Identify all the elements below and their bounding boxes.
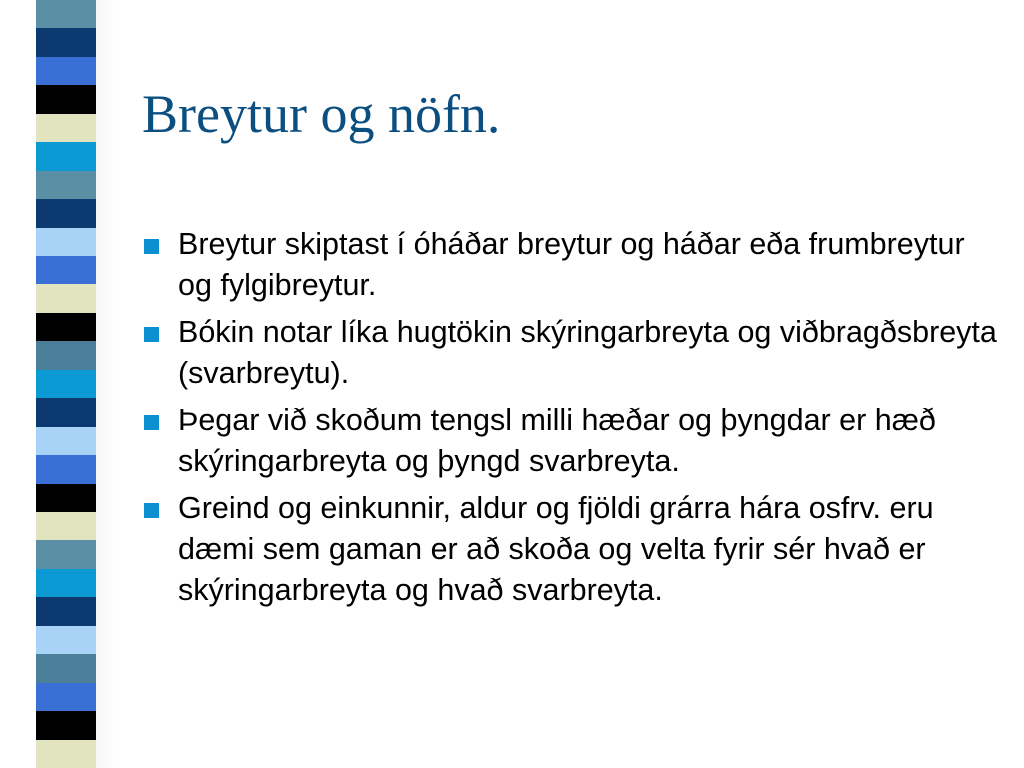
stripe-block	[36, 341, 96, 370]
square-bullet-icon	[144, 327, 159, 342]
stripe-block	[36, 484, 96, 513]
stripe-block	[36, 284, 96, 313]
stripe-block	[36, 654, 96, 683]
square-bullet-icon	[144, 503, 159, 518]
bullet-list	[142, 224, 1002, 617]
stripe-block	[36, 711, 96, 740]
stripe-block	[36, 199, 96, 228]
bullet-text: Breytur skiptast í óháðar breytur og háðar eða frumbreytur og fylgibreytur.	[178, 227, 965, 302]
stripe-block	[36, 228, 96, 257]
bullet-item	[142, 312, 1002, 394]
stripe-block	[36, 57, 96, 86]
square-bullet-icon	[144, 239, 159, 254]
square-bullet-icon	[144, 415, 159, 430]
stripe-block	[36, 540, 96, 569]
stripe-block	[36, 313, 96, 342]
stripe-block	[36, 512, 96, 541]
bullet-text: Þegar við skoðum tengsl milli hæðar og þyngdar er hæð skýringarbreyta og þyngd svarbreyta.	[178, 403, 936, 478]
stripe-block	[36, 114, 96, 143]
stripe-block	[36, 569, 96, 598]
stripe-block	[36, 256, 96, 285]
stripe-block	[36, 370, 96, 399]
bullet-item	[142, 400, 1002, 482]
stripe-block	[36, 455, 96, 484]
stripe-block	[36, 740, 96, 768]
bullet-item	[142, 488, 1002, 611]
stripe-block	[36, 626, 96, 655]
stripe-block	[36, 142, 96, 171]
bullet-text: Bókin notar líka hugtökin skýringarbreyta og viðbragðsbreyta (svarbreytu).	[178, 315, 997, 390]
stripe-block	[36, 597, 96, 626]
decorative-stripe	[36, 0, 96, 768]
stripe-block	[36, 171, 96, 200]
stripe-block	[36, 398, 96, 427]
stripe-block	[36, 28, 96, 57]
stripe-block	[36, 683, 96, 712]
stripe-block	[36, 0, 96, 29]
bullet-item	[142, 224, 1002, 306]
slide-title: Breytur og nöfn.	[142, 84, 501, 144]
stripe-block	[36, 85, 96, 114]
stripe-block	[36, 427, 96, 456]
bullet-text: Greind og einkunnir, aldur og fjöldi grárra hára osfrv. eru dæmi sem gaman er að skoða og velta fyrir sér hvað er skýringarbreyta og hvað svarbreyta.	[178, 491, 934, 607]
